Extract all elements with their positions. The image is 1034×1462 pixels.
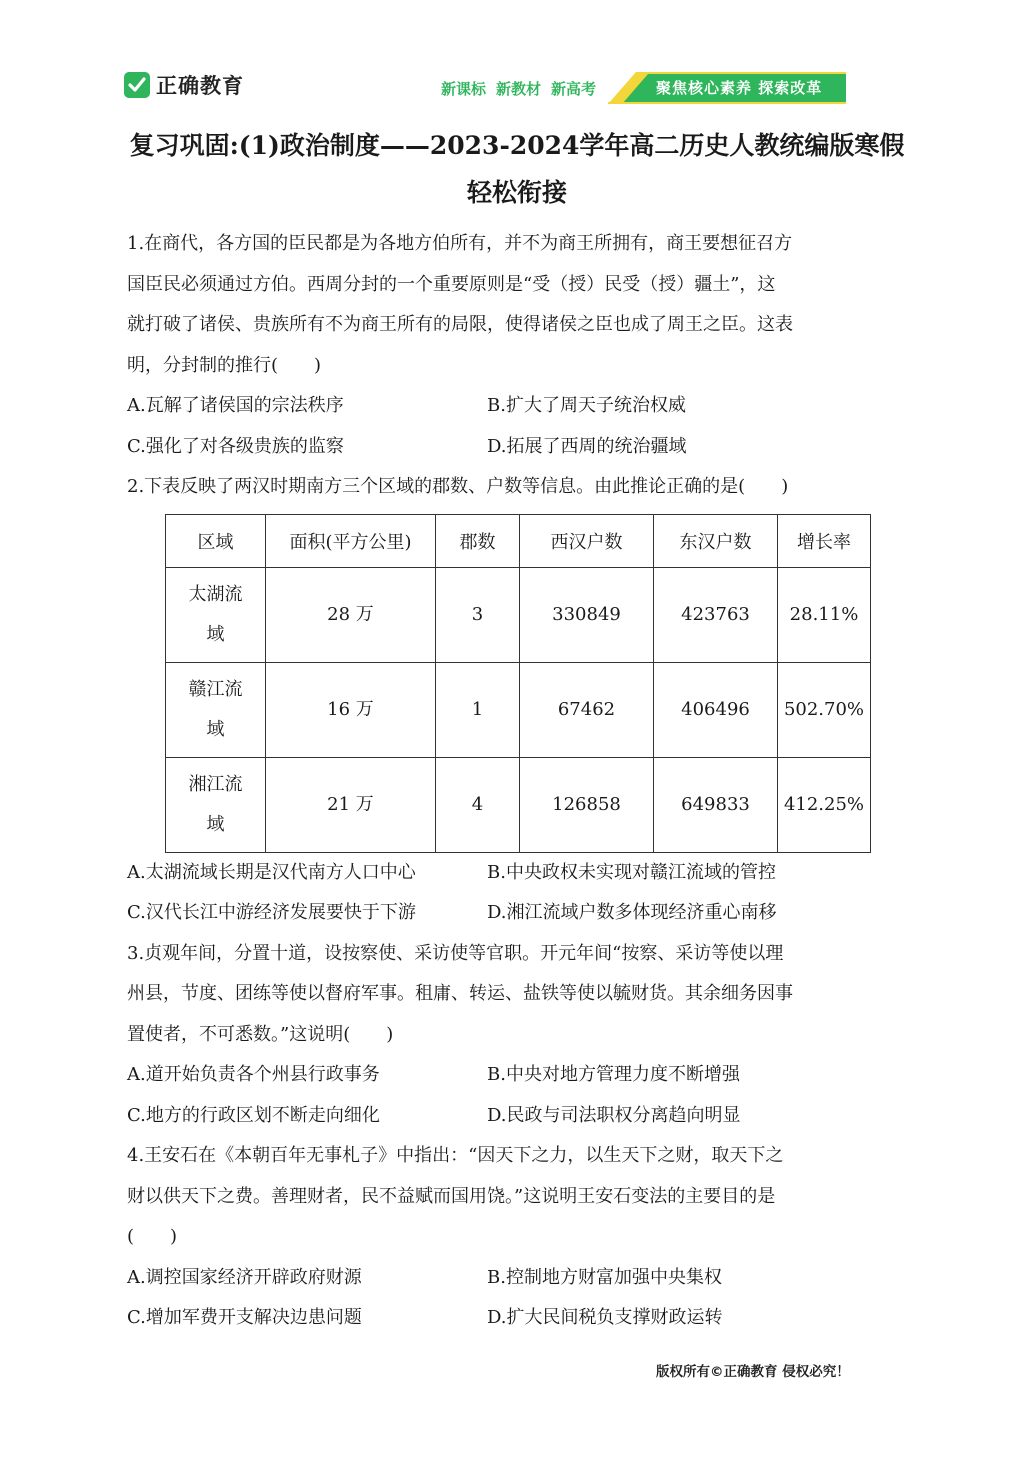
question-list [127,224,901,1339]
page-header [0,0,1034,120]
growth-cell: 412.25% [778,757,871,852]
east-han-cell: 423763 [654,567,778,662]
brand-logo [124,68,244,102]
option-d[interactable]: D.扩大民间税负支撑财政运转 [487,1307,723,1328]
option-c[interactable]: C.地方的行政区划不断走向细化 [127,1104,380,1126]
copyright-notice: 版权所有©正确教育 侵权必究！ [656,1364,850,1380]
table-row [166,757,871,852]
question-text: 明，分封制的推行( ) [127,354,322,376]
option-c[interactable]: C.强化了对各级贵族的监察 [127,435,344,457]
option-c[interactable]: C.增加军费开支解决边患问题 [127,1307,362,1328]
column-header: 区域 [166,514,266,567]
area-cell: 16 万 [266,662,436,757]
column-header: 西汉户数 [520,514,654,567]
question-text: 1.在商代，各方国的臣民都是为各地方伯所有，并不为商王所拥有，商王要想征召方 [127,233,793,254]
question-text: 财以供天下之费。善理财者，民不益赋而国用饶。”这说明王安石变法的主要目的是 [127,1185,776,1207]
answer-options [127,853,901,934]
option-b[interactable]: B.扩大了周天子统治权威 [487,395,686,416]
counties-cell: 1 [436,662,520,757]
question-2 [127,467,901,934]
slogan-text: 聚焦核心素养 探索改革 [656,79,823,97]
column-header: 东汉户数 [654,514,778,567]
checkmark-icon [124,72,150,98]
table-header-row [166,514,871,567]
option-a[interactable]: A.调控国家经济开辟政府财源 [127,1266,362,1288]
data-table [165,514,871,853]
question-text: 置使者，不可悉数。”这说明( ) [127,1023,394,1045]
question-3 [127,934,901,1137]
question-text: 州县，节度、团练等使以督府军事。租庸、转运、盐铁等使以毓财货。其余细务因事 [127,983,793,1004]
tagline [441,78,596,99]
area-cell: 28 万 [266,567,436,662]
title-line-2: 轻松衔接 [466,178,567,207]
counties-cell: 4 [436,757,520,852]
question-text: ( ) [127,1226,178,1247]
east-han-cell: 406496 [654,662,778,757]
brand-name: 正确教育 [156,74,244,98]
tag-new-standard: 新课标 [441,80,487,98]
west-han-cell: 126858 [520,757,654,852]
question-text: 3.贞观年间，分置十道，设按察使、采访使等官职。开元年间“按察、采访等使以理 [127,942,784,964]
question-text: 就打破了诸侯、贵族所有不为商王所有的局限，使得诸侯之臣也成了周王之臣。这表 [127,314,793,335]
question-4 [127,1136,901,1339]
column-header: 郡数 [436,514,520,567]
option-d[interactable]: D.湘江流域户数多体现经济重心南移 [487,902,777,923]
option-a[interactable]: A.瓦解了诸侯国的宗法秩序 [127,395,344,416]
option-b[interactable]: B.中央政权未实现对赣江流域的管控 [487,861,776,883]
region-cell: 赣江流 域 [166,662,266,757]
question-text: 4.王安石在《本朝百年无事札子》中指出：“因天下之力，以生天下之财，取天下之 [127,1145,784,1166]
column-header: 增长率 [778,514,871,567]
answer-options [127,1258,901,1339]
east-han-cell: 649833 [654,757,778,852]
growth-cell: 28.11% [778,567,871,662]
tag-new-textbook: 新教材 [496,80,542,98]
option-d[interactable]: D.民政与司法职权分离趋向明显 [487,1104,741,1126]
region-cell: 湘江流 域 [166,757,266,852]
table-row [166,567,871,662]
question-text: 2.下表反映了两汉时期南方三个区域的郡数、户数等信息。由此推论正确的是( ) [127,476,789,497]
region-cell: 太湖流 域 [166,567,266,662]
option-b[interactable]: B.控制地方财富加强中央集权 [487,1266,722,1288]
option-a[interactable]: A.太湖流域长期是汉代南方人口中心 [127,861,416,883]
answer-options [127,1055,901,1136]
option-d[interactable]: D.拓展了西周的统治疆域 [487,435,687,457]
option-b[interactable]: B.中央对地方管理力度不断增强 [487,1064,740,1085]
counties-cell: 3 [436,567,520,662]
question-text: 国臣民必须通过方伯。西周分封的一个重要原则是“受（授）民受（授）疆土”，这 [127,273,776,295]
west-han-cell: 330849 [520,567,654,662]
growth-cell: 502.70% [778,662,871,757]
west-han-cell: 67462 [520,662,654,757]
tag-new-exam: 新高考 [551,80,597,98]
answer-options [127,386,901,467]
option-a[interactable]: A.道开始负责各个州县行政事务 [127,1064,380,1085]
page-title [120,122,914,216]
question-1 [127,224,901,467]
column-header: 面积(平方公里) [266,514,436,567]
area-cell: 21 万 [266,757,436,852]
title-line-1: 复习巩固:(1)政治制度——2023-2024学年高二历史人教统编版寒假 [129,131,905,160]
table-row [166,662,871,757]
option-c[interactable]: C.汉代长江中游经济发展要快于下游 [127,902,416,923]
